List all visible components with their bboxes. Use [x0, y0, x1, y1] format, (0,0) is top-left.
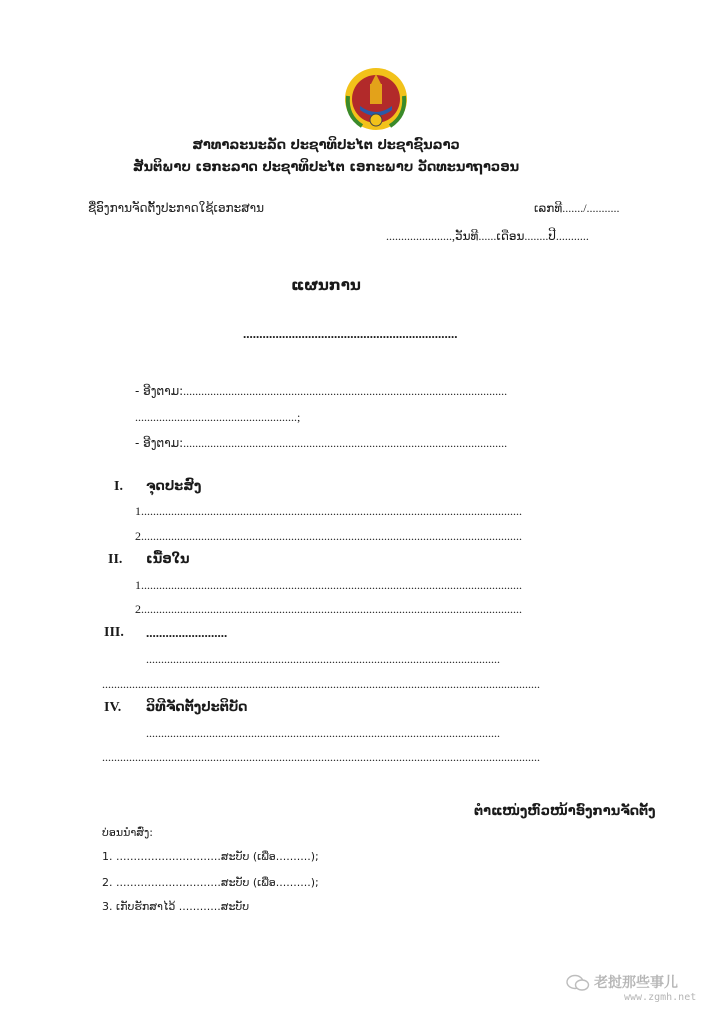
reference-dots: ............................................................................................................: [183, 384, 508, 398]
reference-line: [135, 436, 507, 451]
section-line: ..................................................................................................................................................: [102, 677, 540, 691]
reference-label: - ອີງຕາມ:: [135, 384, 184, 398]
distribution-item: 2. ..............................ສະບັບ (ເພື່ອ..........);: [102, 876, 319, 889]
watermark-text: 老挝那些事儿: [594, 975, 678, 991]
section-number: I.: [114, 479, 123, 494]
org-name-label: ຊື່ອົງການຈັດຕັ້ງປະກາດໃຊ້ເອກະສານ: [88, 201, 265, 215]
section-line: ..................................................................................................................................................: [102, 750, 540, 764]
national-motto: ສັນຕິພາບ ເອກະລາດ ປະຊາທິປະໄຕ ເອກະພາບ ວັດທະນາຖາວອນ: [132, 160, 520, 175]
document-date-line: ......................,ວັນທີ......ເດືອນ........ປີ...........: [386, 229, 589, 243]
watermark-url: www.zgmh.net: [624, 992, 697, 1003]
document-title: ແຜນການ: [291, 276, 361, 294]
title-placeholder-dots: ..................................................................: [243, 326, 458, 341]
section-title: ຈຸດປະສົງ: [146, 479, 202, 494]
reference-label: - ອີງຕາມ:: [135, 436, 184, 450]
chat-bubble-icon: [566, 974, 590, 992]
section-line: 2...............................................................................................................................: [135, 529, 522, 543]
watermark: [566, 972, 714, 1006]
section-line: ......................................................................................................................: [146, 726, 500, 740]
distribution-item: 1. ..............................ສະບັບ (ເພື່ອ..........);: [102, 850, 319, 863]
signature-title: ຕໍາແໜ່ງຫົວໜ້າອົງການຈັດຕັ້ງ: [474, 804, 656, 819]
section-line: 2...............................................................................................................................: [135, 602, 522, 616]
reference-line: [135, 384, 507, 399]
section-title: .........................: [146, 625, 228, 640]
section-line: ......................................................................................................................: [146, 652, 500, 666]
reference-continuation: ......................................................;: [135, 410, 301, 424]
section-line: 1...............................................................................................................................: [135, 578, 522, 592]
document-number: ເລກທີ......./...........: [534, 201, 620, 215]
country-name: ສາທາລະນະລັດ ປະຊາທິປະໄຕ ປະຊາຊົນລາວ: [192, 138, 460, 153]
section-number: IV.: [104, 700, 122, 715]
section-line: 1...............................................................................................................................: [135, 504, 522, 518]
distribution-label: ບ່ອນນໍາສົ່ງ:: [102, 826, 154, 839]
section-title: ເນື້ອໃນ: [146, 552, 190, 567]
section-title: ວິທີຈັດຕັ້ງປະຕິບັດ: [146, 700, 248, 715]
section-number: II.: [108, 552, 123, 567]
reference-dots: ............................................................................................................: [183, 436, 508, 450]
distribution-item: 3. ເກັບຮັກສາໄວ້ ............ສະບັບ: [102, 900, 250, 913]
section-number: III.: [104, 625, 124, 640]
national-emblem-icon: [340, 66, 412, 132]
